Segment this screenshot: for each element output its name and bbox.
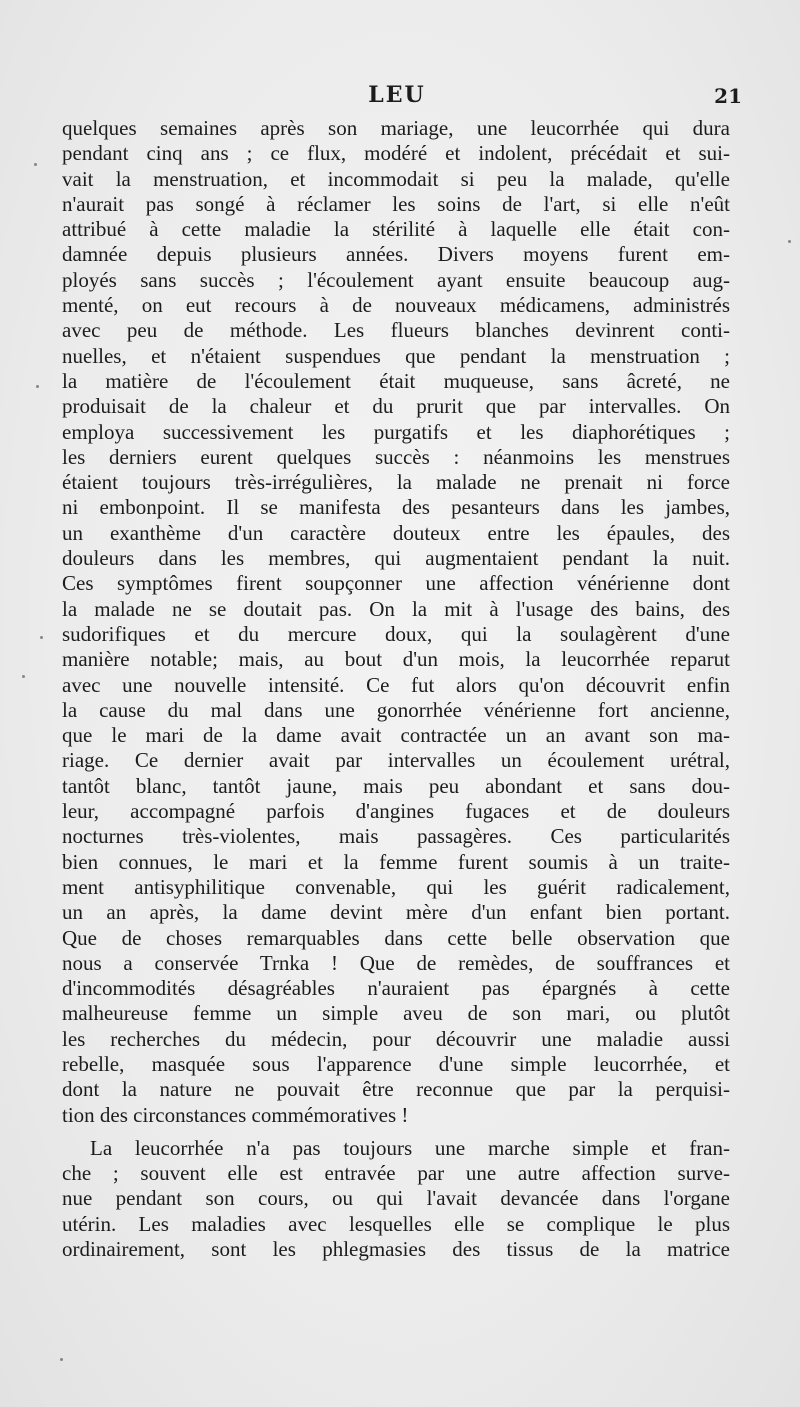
text-line: les derniers eurent quelques succès : néanmoins les menstrues xyxy=(62,444,730,469)
text-line: utérin. Les maladies avec lesquelles elle se complique le plus xyxy=(62,1211,730,1236)
paper-speck xyxy=(60,1358,63,1361)
text-line: manière notable; mais, au bout d'un mois, la leucorrhée reparut xyxy=(62,647,730,672)
text-line: d'incommodités désagréables n'auraient pas épargnés à cette xyxy=(62,976,730,1001)
text-line: malheureuse femme un simple aveu de son mari, ou plutôt xyxy=(62,1001,730,1026)
text-line: tion des circonstances commémoratives ! xyxy=(62,1102,409,1127)
text-line: tantôt blanc, tantôt jaune, mais peu abondant et sans dou- xyxy=(62,773,730,798)
text-line: dont la nature ne pouvait être reconnue que par la perquisi- xyxy=(62,1077,730,1102)
text-line: que le mari de la dame avait contractée un an avant son ma- xyxy=(62,723,730,748)
paragraph-gap xyxy=(62,1128,730,1136)
text-line: Ces symptômes firent soupçonner une affection vénérienne dont xyxy=(62,571,730,596)
body-text xyxy=(62,116,730,1262)
text-line: ni embonpoint. Il se manifesta des pesanteurs dans les jambes, xyxy=(62,495,730,520)
text-line: ment antisyphilitique convenable, qui les guérit radicalement, xyxy=(62,874,730,899)
paper-speck xyxy=(22,675,25,678)
text-line: vait la menstruation, et incommodait si peu la malade, qu'elle xyxy=(62,166,730,191)
paragraph xyxy=(62,116,730,1128)
text-line: nocturnes très-violentes, mais passagères. Ces particularités xyxy=(62,824,730,849)
paragraph xyxy=(62,1136,730,1262)
text-line: ordinairement, sont les phlegmasies des tissus de la matrice xyxy=(62,1237,730,1262)
text-line: un exanthème d'un caractère douteux entre les épaules, des xyxy=(62,520,730,545)
paper-speck xyxy=(34,163,37,166)
text-line: pendant cinq ans ; ce flux, modéré et indolent, précédait et sui- xyxy=(62,141,730,166)
text-line: menté, on eut recours à de nouveaux médicamens, administrés xyxy=(62,293,730,318)
running-head-title: LEU xyxy=(368,82,426,108)
text-line: leur, accompagné parfois d'angines fugaces et de douleurs xyxy=(62,799,730,824)
text-line: sudorifiques et du mercure doux, qui la soulagèrent d'une xyxy=(62,621,730,646)
text-line: nue pendant son cours, ou qui l'avait devancée dans l'organe xyxy=(62,1186,730,1211)
text-line: avec peu de méthode. Les flueurs blanches devinrent conti- xyxy=(62,318,730,343)
text-line: la malade ne se doutait pas. On la mit à l'usage des bains, des xyxy=(62,596,730,621)
text-line: bien connues, le mari et la femme furent soumis à un traite- xyxy=(62,849,730,874)
paper-speck xyxy=(40,636,43,639)
running-head xyxy=(62,82,742,114)
text-line: produisait de la chaleur et du prurit que par intervalles. On xyxy=(62,394,730,419)
text-line: La leucorrhée n'a pas toujours une marche simple et fran- xyxy=(90,1135,730,1160)
text-line: un an après, la dame devint mère d'un enfant bien portant. xyxy=(62,900,730,925)
text-line: étaient toujours très-irrégulières, la malade ne prenait ni force xyxy=(62,470,730,495)
paper-speck xyxy=(788,240,791,243)
text-line: damnée depuis plusieurs années. Divers moyens furent em- xyxy=(62,242,730,267)
text-line: la cause du mal dans une gonorrhée vénérienne fort ancienne, xyxy=(62,697,730,722)
text-line: ployés sans succès ; l'écoulement ayant ensuite beaucoup aug- xyxy=(62,267,730,292)
text-line: che ; souvent elle est entravée par une autre affection surve- xyxy=(62,1161,730,1186)
text-line: douleurs dans les membres, qui augmentaient pendant la nuit. xyxy=(62,546,730,571)
text-line: nuelles, et n'étaient suspendues que pendant la menstruation ; xyxy=(62,343,730,368)
text-line: attribué à cette maladie la stérilité à laquelle elle était con- xyxy=(62,217,730,242)
text-line: Que de choses remarquables dans cette belle observation que xyxy=(62,925,730,950)
text-line: avec une nouvelle intensité. Ce fut alors qu'on découvrit enfin xyxy=(62,672,730,697)
text-line: nous a conservée Trnka ! Que de remèdes, de souffrances et xyxy=(62,950,730,975)
text-line: les recherches du médecin, pour découvrir une maladie aussi xyxy=(62,1026,730,1051)
text-line: la matière de l'écoulement était muqueuse, sans âcreté, ne xyxy=(62,368,730,393)
text-line: employa successivement les purgatifs et les diaphorétiques ; xyxy=(62,419,730,444)
paper-speck xyxy=(36,385,39,388)
page-number: 21 xyxy=(714,84,742,108)
text-line: rebelle, masquée sous l'apparence d'une simple leucorrhée, et xyxy=(62,1051,730,1076)
text-line: n'aurait pas songé à réclamer les soins de l'art, si elle n'eût xyxy=(62,191,730,216)
text-line: quelques semaines après son mariage, une leucorrhée qui dura xyxy=(62,116,730,140)
text-line: riage. Ce dernier avait par intervalles un écoulement urétral, xyxy=(62,748,730,773)
